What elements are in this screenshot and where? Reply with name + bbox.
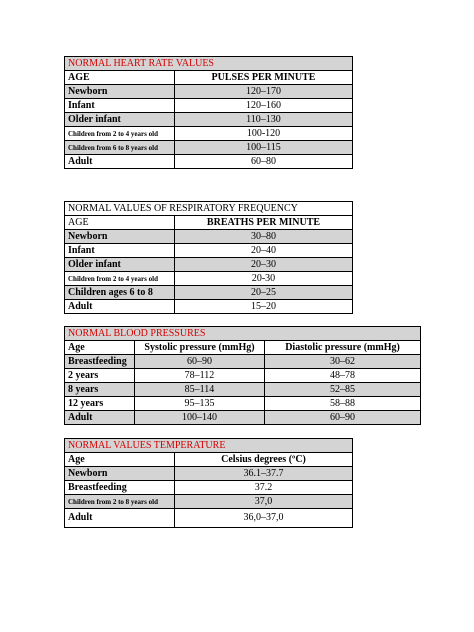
temperature-age-header: Age: [65, 453, 175, 467]
table-row: [65, 127, 353, 141]
row-age: Newborn: [65, 230, 175, 244]
row-age: Adult: [65, 300, 175, 314]
heart-rate-table: [64, 56, 353, 169]
table-row: [65, 286, 353, 300]
heart-rate-age-header: AGE: [65, 71, 175, 85]
row-diastolic: 58–88: [265, 397, 421, 411]
row-age: 12 years: [65, 397, 135, 411]
row-systolic: 95–135: [135, 397, 265, 411]
table-row: [65, 230, 353, 244]
respiratory-title: NORMAL VALUES OF RESPIRATORY FREQUENCY: [65, 202, 353, 216]
row-age: Newborn: [65, 85, 175, 99]
row-age: Infant: [65, 244, 175, 258]
row-value: 37,0: [175, 495, 353, 509]
table-row: [65, 397, 421, 411]
row-value: 37.2: [175, 481, 353, 495]
row-age: Children from 2 to 4 years old: [65, 272, 175, 286]
row-age: Infant: [65, 99, 175, 113]
table-row: [65, 258, 353, 272]
row-diastolic: 30–62: [265, 355, 421, 369]
row-age: Newborn: [65, 467, 175, 481]
table-row: [65, 411, 421, 425]
row-value: 120–160: [175, 99, 353, 113]
row-value: 20–40: [175, 244, 353, 258]
row-value: 15–20: [175, 300, 353, 314]
temperature-title: NORMAL VALUES TEMPERATURE: [65, 439, 353, 453]
row-age: Children ages 6 to 8: [65, 286, 175, 300]
row-value: 20–30: [175, 258, 353, 272]
row-value: 100–115: [175, 141, 353, 155]
table-row: [65, 155, 353, 169]
table-row: [65, 383, 421, 397]
table-row: [65, 244, 353, 258]
row-age: Breastfeeding: [65, 355, 135, 369]
row-age: Adult: [65, 411, 135, 425]
table-row: [65, 369, 421, 383]
row-value: 120–170: [175, 85, 353, 99]
blood-pressure-age-header: Age: [65, 341, 135, 355]
row-age: Adult: [65, 155, 175, 169]
row-age: Older infant: [65, 258, 175, 272]
respiratory-value-header: BREATHS PER MINUTE: [175, 216, 353, 230]
row-age: Children from 6 to 8 years old: [65, 141, 175, 155]
respiratory-table: [64, 201, 353, 314]
table-row: [65, 509, 353, 528]
row-systolic: 60–90: [135, 355, 265, 369]
table-row: [65, 141, 353, 155]
table-row: [65, 113, 353, 127]
table-row: [65, 300, 353, 314]
row-value: 20–25: [175, 286, 353, 300]
row-age: 8 years: [65, 383, 135, 397]
row-systolic: 85–114: [135, 383, 265, 397]
row-age: Children from 2 to 8 years old: [65, 495, 175, 509]
row-systolic: 78–112: [135, 369, 265, 383]
row-age: Adult: [65, 509, 175, 528]
heart-rate-value-header: PULSES PER MINUTE: [175, 71, 353, 85]
row-diastolic: 48–78: [265, 369, 421, 383]
row-diastolic: 60–90: [265, 411, 421, 425]
row-value: 110–130: [175, 113, 353, 127]
table-row: [65, 495, 353, 509]
systolic-header: Systolic pressure (mmHg): [135, 341, 265, 355]
row-value: 36.1–37.7: [175, 467, 353, 481]
blood-pressure-title: NORMAL BLOOD PRESSURES: [65, 327, 421, 341]
blood-pressure-table: [64, 326, 421, 425]
row-value: 36,0–37,0: [175, 509, 353, 528]
table-row: [65, 272, 353, 286]
table-row: [65, 467, 353, 481]
row-diastolic: 52–85: [265, 383, 421, 397]
row-value: 20-30: [175, 272, 353, 286]
row-age: Older infant: [65, 113, 175, 127]
table-row: [65, 99, 353, 113]
row-age: Breastfeeding: [65, 481, 175, 495]
table-row: [65, 481, 353, 495]
temperature-table: [64, 438, 353, 528]
respiratory-age-header: AGE: [65, 216, 175, 230]
row-value: 100-120: [175, 127, 353, 141]
diastolic-header: Diastolic pressure (mmHg): [265, 341, 421, 355]
row-age: Children from 2 to 4 years old: [65, 127, 175, 141]
temperature-value-header: Celsius degrees (ºC): [175, 453, 353, 467]
row-value: 30–80: [175, 230, 353, 244]
row-age: 2 years: [65, 369, 135, 383]
table-row: [65, 85, 353, 99]
row-value: 60–80: [175, 155, 353, 169]
heart-rate-title: NORMAL HEART RATE VALUES: [65, 57, 353, 71]
table-row: [65, 355, 421, 369]
row-systolic: 100–140: [135, 411, 265, 425]
